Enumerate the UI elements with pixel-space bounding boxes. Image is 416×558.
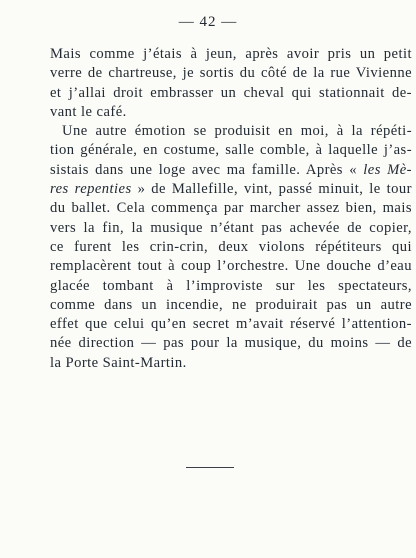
- italic-title: res repenties: [50, 181, 132, 198]
- body-text: [50, 45, 412, 373]
- paragraph-2: [50, 122, 412, 373]
- text-line: Une autre émotion se produisit en moi, à la répéti-: [62, 123, 412, 140]
- text-line: comme dans un incendie, ne produirait pas un autre: [50, 296, 412, 313]
- italic-title: les Mè-: [363, 161, 412, 178]
- page-number: — 42 —: [178, 14, 238, 30]
- text-segment: sistais dans une loge avec ma famille. Après «: [50, 161, 364, 178]
- text-line: la Porte Saint-Martin.: [50, 354, 187, 371]
- paragraph-1: [50, 45, 412, 122]
- text-line: Mais comme j’étais à jeun, après avoir pris un petit: [50, 46, 412, 62]
- text-line: vant le café.: [50, 103, 127, 120]
- text-line: née direction — pas pour la musique, du moins — de: [50, 335, 412, 352]
- text-line: verre de chartreuse, je sortis du côté de la rue Vivienne: [50, 65, 412, 82]
- text-line: [50, 180, 412, 199]
- text-line: glacée tombant à l’improviste sur les spectateurs,: [50, 277, 412, 294]
- text-segment: » de Mallefille, vint, passé minuit, le tour: [131, 181, 412, 198]
- text-line: tion générale, en costume, salle comble, à laquelle j’as-: [50, 142, 412, 159]
- text-line: ce furent les crin-crin, deux violons répétiteurs qui: [50, 238, 412, 255]
- text-line: [50, 161, 412, 180]
- text-line: remplacèrent tout à coup l’orchestre. Une douche d’eau: [50, 258, 412, 275]
- text-line: et j’allai droit embrasser un cheval qui stationnait de-: [50, 84, 412, 101]
- text-line: vers la fin, la musique n’étant pas achevée de copier,: [50, 219, 412, 236]
- text-line: effet que celui qu’en secret m’avait réservé l’attention-: [50, 316, 412, 333]
- end-rule: [186, 467, 234, 468]
- text-line: du ballet. Cela commença par marcher assez bien, mais: [50, 200, 412, 217]
